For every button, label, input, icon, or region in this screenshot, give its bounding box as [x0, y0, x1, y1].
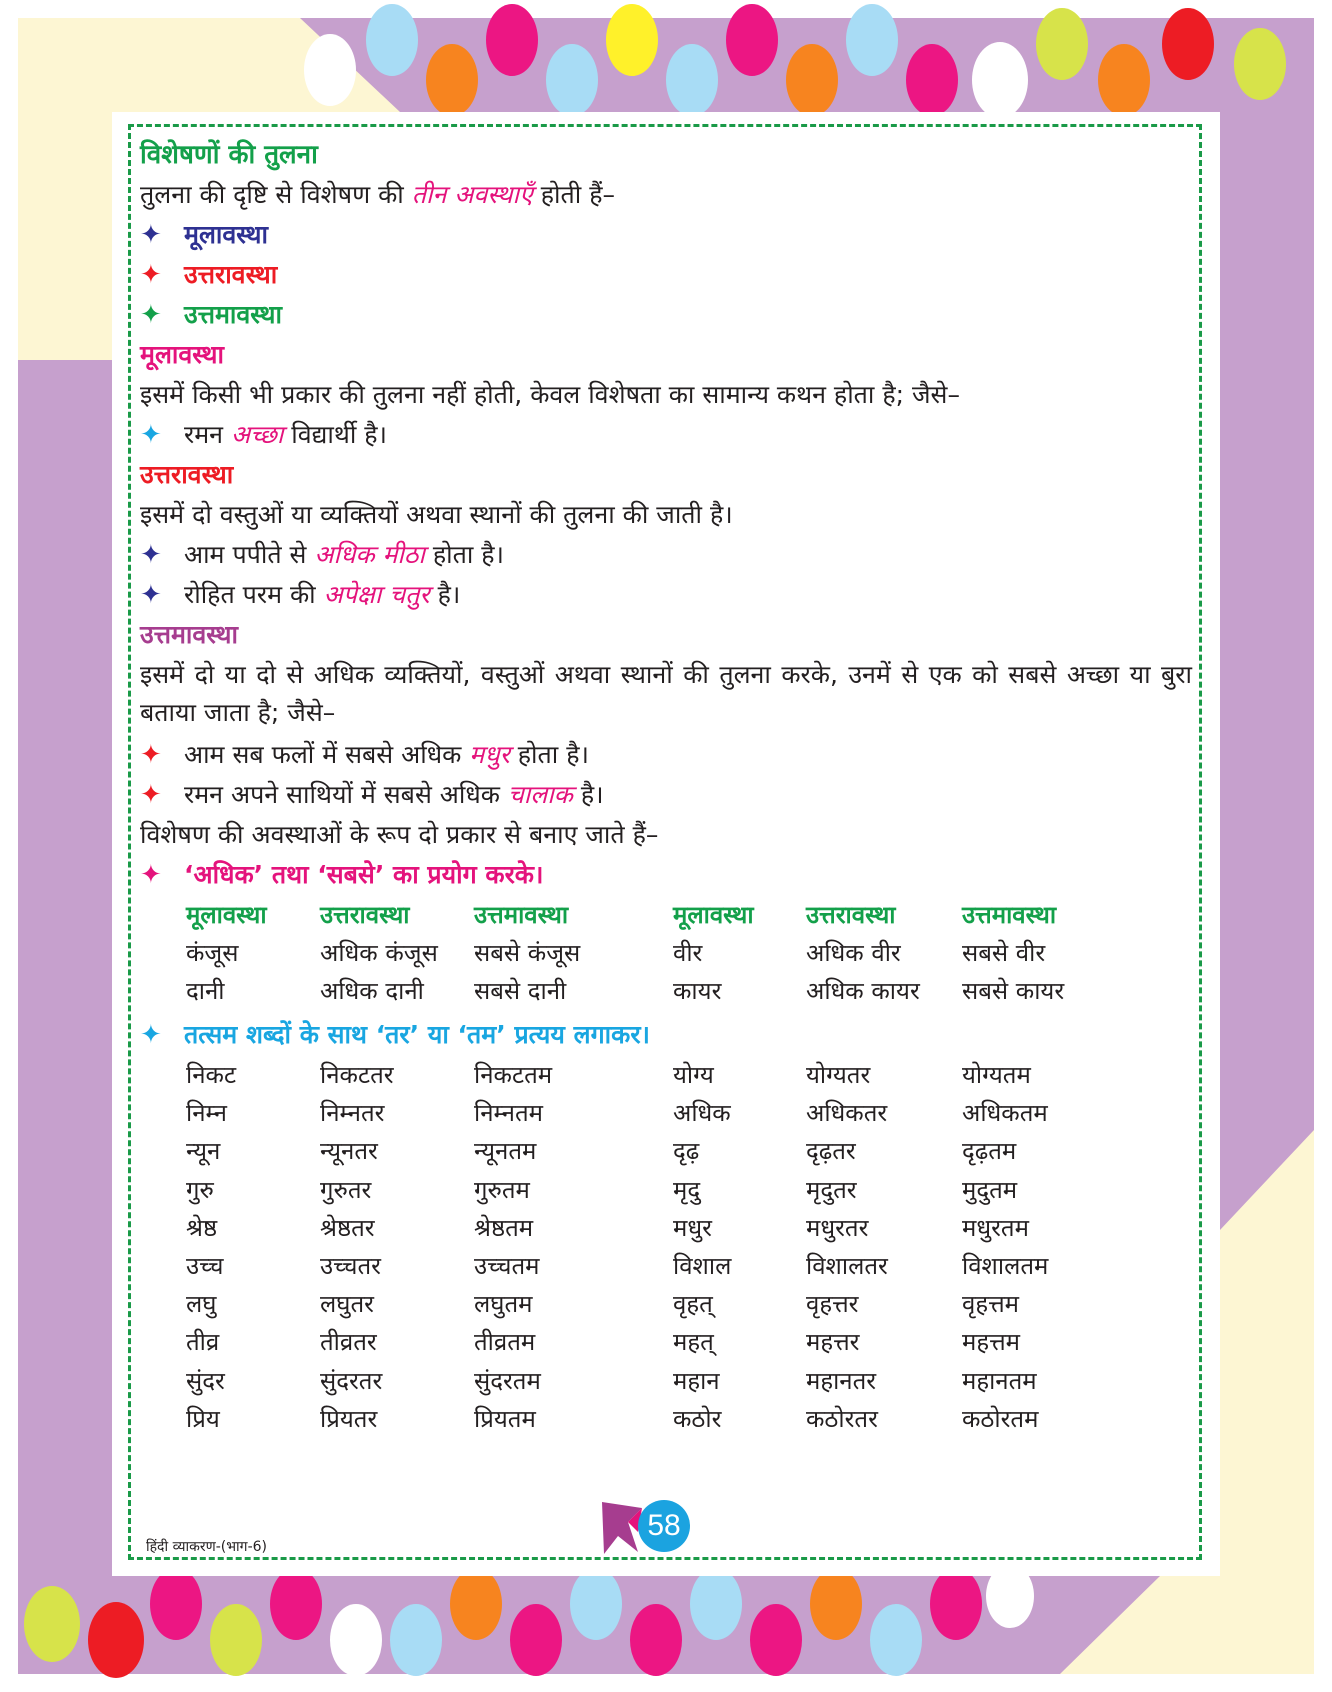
example-tail: विद्यार्थी है।	[291, 420, 388, 449]
state-label: उत्तरावस्था	[184, 260, 278, 289]
star-bullet-icon: ✦	[140, 580, 162, 610]
table-cell: न्यूनतर	[320, 1137, 378, 1166]
table-cell: निम्नतम	[474, 1099, 543, 1128]
table-cell: न्यून	[186, 1137, 221, 1166]
uttar-text: इसमें दो वस्तुओं या व्यक्तियों अथवा स्थानों की तुलना की जाती है।	[140, 500, 733, 529]
table-cell: अधिक दानी	[320, 977, 424, 1005]
table-cell: सबसे दानी	[474, 977, 567, 1005]
table-cell: तीव्रतम	[474, 1328, 536, 1357]
intro-text: तुलना की दृष्टि से विशेषण की	[140, 180, 404, 209]
table-cell: कठोरतर	[806, 1404, 878, 1433]
table-header-cell: उत्तरावस्था	[320, 901, 410, 929]
section-title-uttam: उत्तमावस्था	[140, 620, 238, 649]
table-cell: श्रेष्ठतम	[474, 1213, 534, 1242]
table-cell: महत्तम	[962, 1328, 1021, 1357]
table-cell: विशालतम	[962, 1252, 1049, 1280]
table-cell: श्रेष्ठ	[186, 1213, 218, 1242]
table-cell: गुरुतम	[474, 1175, 530, 1204]
state-label: उत्तमावस्था	[184, 300, 282, 329]
intro-tail: होती हैं–	[540, 180, 615, 209]
table-cell: अधिक कंजूस	[320, 939, 438, 967]
table-cell: मधुरतम	[962, 1213, 1029, 1242]
example-text: रमन	[184, 420, 224, 449]
table-cell: निम्नतर	[320, 1099, 385, 1128]
example-highlight: अपेक्षा चतुर	[323, 580, 430, 609]
uttam-example-2	[140, 776, 604, 814]
mool-example	[140, 416, 387, 454]
state-item-mool	[140, 216, 268, 254]
table-cell: वृहत्	[673, 1290, 713, 1319]
table-cell: कठोरतम	[962, 1404, 1039, 1433]
example-highlight: मधुर	[469, 740, 510, 769]
uttam-text: इसमें दो या दो से अधिक व्यक्तियों, वस्तुओं अथवा स्थानों की तुलना करके, उनमें से एक को सबसे अच्छा या बुरा बताया जाता है; जैसे–	[140, 660, 1192, 727]
example-highlight: अच्छा	[231, 420, 284, 449]
table-cell: कंजूस	[186, 939, 239, 967]
uttar-example-1	[140, 536, 504, 574]
table-cell: श्रेष्ठतर	[320, 1213, 375, 1242]
star-bullet-icon: ✦	[140, 780, 162, 810]
table-cell: अधिक कायर	[806, 977, 920, 1005]
table-cell: महानतम	[962, 1366, 1037, 1395]
ribbon-icon	[598, 1502, 642, 1554]
table-cell: सबसे वीर	[962, 939, 1046, 967]
table-cell: अधिकतम	[962, 1099, 1048, 1128]
table-cell: सबसे कायर	[962, 977, 1065, 1005]
table-cell: विशाल	[673, 1252, 732, 1280]
star-bullet-icon: ✦	[140, 540, 162, 570]
table-cell: प्रियतर	[320, 1404, 378, 1433]
table-cell: लघुतम	[474, 1290, 533, 1319]
table-cell: गुरुतर	[320, 1175, 372, 1204]
table-cell: महत्तर	[806, 1328, 860, 1357]
uttar-example-2	[140, 576, 460, 614]
uttam-example-1	[140, 736, 589, 774]
table-cell: निकट	[186, 1061, 237, 1089]
table-cell: मृदु	[673, 1175, 701, 1204]
table-cell: प्रिय	[186, 1404, 220, 1433]
table-cell: विशालतर	[806, 1252, 888, 1280]
section-title-mool: मूलावस्था	[140, 340, 224, 369]
table-cell: तीव्रतर	[320, 1328, 377, 1357]
table-cell: मृदुतर	[806, 1175, 857, 1204]
example-text: आम सब फलों में सबसे अधिक	[184, 740, 462, 769]
star-bullet-icon: ✦	[140, 740, 162, 770]
table-cell: योग्यतम	[962, 1061, 1031, 1089]
intro-highlight: तीन अवस्थाएँ	[411, 180, 533, 209]
table-header-cell: मूलावस्था	[673, 901, 754, 929]
table-header-cell: उत्तमावस्था	[474, 901, 569, 929]
table-cell: महत्	[673, 1328, 714, 1357]
table-cell: योग्य	[673, 1061, 714, 1089]
table-cell: उच्च	[186, 1252, 224, 1280]
table-header-cell: मूलावस्था	[186, 901, 267, 929]
table-cell: वृहत्तम	[962, 1290, 1020, 1319]
table-cell: मधुरतर	[806, 1213, 869, 1242]
star-bullet-icon: ✦	[140, 300, 162, 330]
table-cell: महानतर	[806, 1366, 877, 1395]
table-cell: निकटतम	[474, 1061, 553, 1089]
table-cell: दृढ़तम	[962, 1137, 1017, 1166]
table-header-cell: उत्तमावस्था	[962, 901, 1057, 929]
table-header-cell: उत्तरावस्था	[806, 901, 896, 929]
table-cell: अधिकतर	[806, 1099, 888, 1128]
table-cell: सुंदरतम	[474, 1366, 541, 1395]
page-number: 58	[638, 1500, 690, 1552]
method-1	[140, 856, 543, 894]
method-2-label: तत्सम शब्दों के साथ ‘तर’ या ‘तम’ प्रत्यय लगाकर।	[184, 1020, 651, 1049]
table-cell: कायर	[673, 977, 722, 1005]
star-bullet-icon: ✦	[140, 220, 162, 250]
example-highlight: अधिक मीठा	[314, 540, 425, 569]
example-tail: है।	[580, 780, 604, 809]
mool-text: इसमें किसी भी प्रकार की तुलना नहीं होती, केवल विशेषता का सामान्य कथन होता है; जैसे–	[140, 380, 960, 409]
table-cell: लघु	[186, 1290, 217, 1319]
section-title-uttar: उत्तरावस्था	[140, 460, 234, 489]
table-cell: वीर	[673, 939, 703, 967]
table-cell: दृढ़तर	[806, 1137, 856, 1166]
method-1-label: ‘अधिक’ तथा ‘सबसे’ का प्रयोग करके।	[184, 860, 544, 889]
table-cell: सुंदर	[186, 1366, 225, 1395]
star-bullet-icon: ✦	[140, 260, 162, 290]
table-cell: प्रियतम	[474, 1404, 536, 1433]
example-text: रोहित परम की	[184, 580, 316, 609]
table-cell: सुंदरतर	[320, 1366, 383, 1395]
table-cell: वृहत्तर	[806, 1290, 859, 1319]
table-cell: लघुतर	[320, 1290, 374, 1319]
table-cell: दृढ़	[673, 1137, 700, 1166]
table-cell: न्यूनतम	[474, 1137, 537, 1166]
book-title: हिंदी व्याकरण-(भाग-6)	[146, 1539, 267, 1555]
star-bullet-icon: ✦	[140, 1020, 162, 1050]
table-cell: उच्चतम	[474, 1252, 540, 1280]
example-highlight: चालाक	[507, 780, 573, 809]
table-cell: सबसे कंजूस	[474, 939, 581, 967]
intro-line	[140, 176, 615, 214]
table-cell: मुदुतम	[962, 1175, 1018, 1204]
page-title: विशेषणों की तुलना	[140, 140, 318, 170]
example-text: आम पपीते से	[184, 540, 307, 569]
example-tail: होता है।	[517, 740, 589, 769]
star-bullet-icon: ✦	[140, 860, 162, 890]
table-cell: गुरु	[186, 1175, 214, 1204]
example-tail: है।	[437, 580, 461, 609]
table-cell: दानी	[186, 977, 225, 1005]
state-item-uttar	[140, 256, 277, 294]
state-item-uttam	[140, 296, 282, 334]
table-cell: निम्न	[186, 1099, 227, 1128]
table-cell: मधुर	[673, 1213, 712, 1242]
forms-intro: विशेषण की अवस्थाओं के रूप दो प्रकार से बनाए जाते हैं–	[140, 820, 659, 849]
table-cell: निकटतर	[320, 1061, 394, 1089]
table-cell: कठोर	[673, 1404, 722, 1433]
table-cell: अधिक	[673, 1099, 731, 1128]
table-cell: उच्चतर	[320, 1252, 381, 1280]
table-cell: अधिक वीर	[806, 939, 901, 967]
table-cell: महान	[673, 1366, 720, 1395]
star-bullet-icon: ✦	[140, 420, 162, 450]
state-label: मूलावस्था	[184, 220, 268, 249]
method-2	[140, 1016, 650, 1054]
example-tail: होता है।	[432, 540, 505, 569]
example-text: रमन अपने साथियों में सबसे अधिक	[184, 780, 500, 809]
table-cell: योग्यतर	[806, 1061, 871, 1089]
table-cell: तीव्र	[186, 1328, 220, 1357]
